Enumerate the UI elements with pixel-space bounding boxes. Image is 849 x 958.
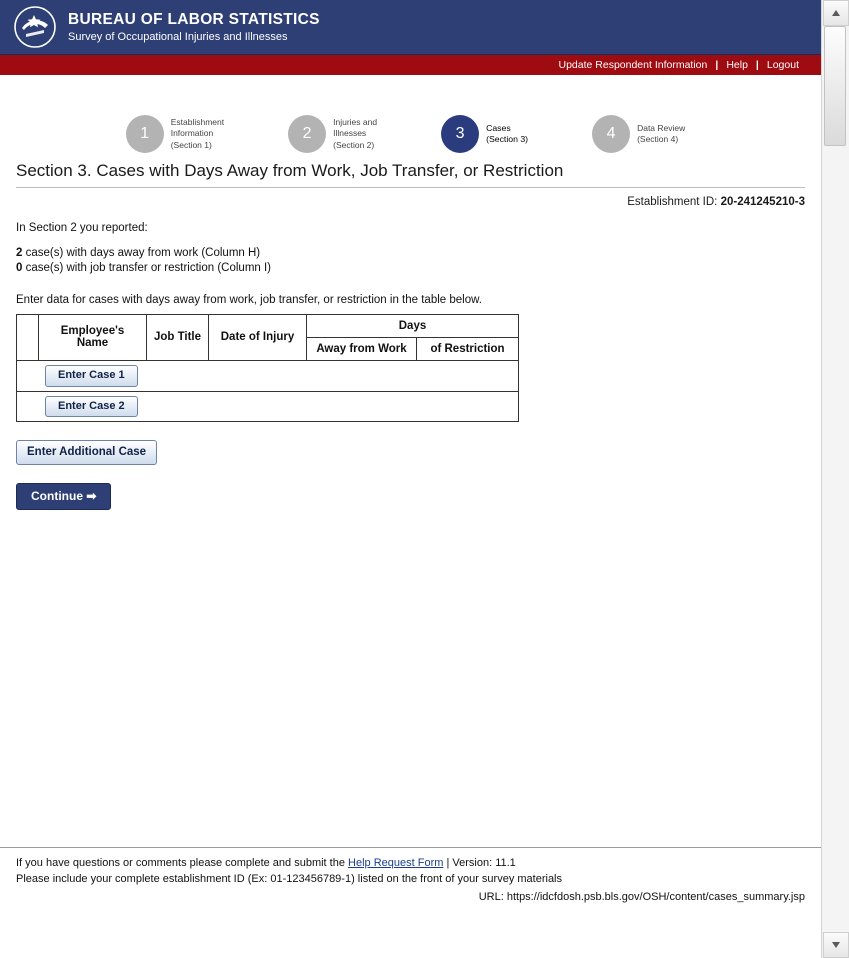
nav-help[interactable]: Help bbox=[726, 59, 748, 71]
nav-logout[interactable]: Logout bbox=[766, 59, 799, 71]
agency-subtitle: Survey of Occupational Injuries and Illnesses bbox=[68, 30, 288, 43]
arrow-up-icon bbox=[832, 10, 840, 16]
footer-version: Version: 11.1 bbox=[452, 856, 516, 869]
agency-title: BUREAU OF LABOR STATISTICS bbox=[68, 10, 320, 28]
reported-job-transfer-text: case(s) with job transfer or restriction (Column I) bbox=[25, 262, 272, 275]
site-header bbox=[0, 0, 821, 55]
step-2-label bbox=[333, 117, 377, 150]
header-marker bbox=[17, 314, 39, 360]
step-3-cases[interactable] bbox=[441, 115, 528, 153]
cases-table-header-row-1 bbox=[17, 314, 519, 337]
step-1-line3: (Section 1) bbox=[170, 139, 212, 150]
establishment-id-row bbox=[16, 188, 805, 210]
footer-line-2: Please include your complete establishment ID (Ex: 01-123456789-1) listed on the front of your survey materials bbox=[16, 872, 563, 885]
reported-job-transfer-line bbox=[16, 261, 805, 275]
help-request-form-link[interactable]: Help Request Form bbox=[348, 856, 444, 869]
step-4-line1: Data Review bbox=[637, 122, 686, 133]
nav-separator-1: | bbox=[715, 59, 719, 71]
enter-case-1-button[interactable]: Enter Case 1 bbox=[45, 365, 138, 387]
bls-eagle-seal-icon bbox=[14, 6, 56, 48]
enter-data-instruction: Enter data for cases with days away from work, job transfer, or restriction in the table below. bbox=[16, 293, 482, 306]
table-row bbox=[17, 391, 519, 422]
step-2-line2: Illnesses bbox=[333, 128, 367, 139]
step-1-number: 1 bbox=[126, 115, 164, 153]
step-3-number: 3 bbox=[441, 115, 479, 153]
site-title-block bbox=[68, 11, 320, 43]
step-2-line3: (Section 2) bbox=[333, 139, 375, 150]
step-4-data-review[interactable] bbox=[592, 115, 685, 153]
vertical-scrollbar[interactable] bbox=[821, 0, 849, 958]
footer-line-1 bbox=[16, 856, 805, 872]
step-1-establishment-information[interactable] bbox=[126, 115, 224, 153]
header-away-from-work: Away from Work bbox=[307, 337, 417, 360]
step-2-injuries-and-illnesses[interactable] bbox=[288, 115, 377, 153]
continue-button[interactable]: Continue ➡ bbox=[16, 483, 111, 510]
step-1-label bbox=[171, 117, 224, 150]
step-1-line2: Information bbox=[170, 128, 214, 139]
case-row-1-cell bbox=[17, 360, 519, 391]
step-4-number: 4 bbox=[592, 115, 630, 153]
cases-table bbox=[16, 314, 519, 423]
step-3-label bbox=[486, 123, 528, 146]
nav-separator-2: | bbox=[755, 59, 759, 71]
header-of-restriction: of Restriction bbox=[417, 337, 519, 360]
header-date-of-injury: Date of Injury bbox=[209, 314, 307, 360]
step-4-line2: (Section 4) bbox=[637, 134, 679, 144]
case-row-2-cell bbox=[17, 391, 519, 422]
header-job-title: Job Title bbox=[147, 314, 209, 360]
establishment-id-value: 20-241245210-3 bbox=[720, 196, 805, 208]
page-footer bbox=[0, 847, 821, 910]
step-1-line1: Establishment bbox=[170, 117, 225, 128]
scroll-up-button[interactable] bbox=[823, 0, 849, 26]
step-3-line1: Cases bbox=[486, 122, 511, 133]
step-4-label bbox=[637, 123, 685, 145]
scrollbar-track[interactable] bbox=[822, 26, 849, 932]
enter-case-2-button[interactable]: Enter Case 2 bbox=[45, 396, 138, 418]
main-content bbox=[0, 75, 821, 910]
page-title: Section 3. Cases with Days Away from Work, Job Transfer, or Restriction bbox=[16, 161, 805, 188]
additional-case-row bbox=[16, 422, 805, 464]
footer-url: URL: https://idcfdosh.psb.bls.gov/OSH/content/cases_summary.jsp bbox=[478, 890, 805, 903]
reported-days-away-count: 2 bbox=[16, 247, 23, 259]
reported-days-away-line bbox=[16, 246, 805, 260]
arrow-down-icon bbox=[832, 942, 840, 948]
step-3-line2: (Section 3) bbox=[486, 134, 529, 144]
continue-row bbox=[16, 465, 805, 510]
reported-days-away-text: case(s) with days away from work (Column H) bbox=[25, 247, 261, 259]
table-row bbox=[17, 360, 519, 391]
reported-intro: In Section 2 you reported: bbox=[16, 222, 148, 234]
enter-additional-case-button[interactable]: Enter Additional Case bbox=[16, 440, 157, 464]
reported-job-transfer-count: 0 bbox=[16, 262, 23, 275]
header-days-group: Days bbox=[307, 314, 519, 337]
progress-stepper bbox=[16, 75, 795, 159]
scrollbar-thumb[interactable] bbox=[824, 26, 846, 146]
footer-separator: | bbox=[446, 856, 450, 869]
step-2-number: 2 bbox=[288, 115, 326, 153]
step-2-line1: Injuries and bbox=[333, 117, 378, 128]
header-employee-name: Employee's Name bbox=[39, 314, 147, 360]
nav-update-respondent-information[interactable]: Update Respondent Information bbox=[558, 59, 708, 71]
utility-nav bbox=[0, 55, 821, 75]
footer-questions-text: If you have questions or comments please complete and submit the bbox=[16, 856, 345, 869]
establishment-id-label: Establishment ID: bbox=[627, 196, 718, 208]
scroll-down-button[interactable] bbox=[823, 932, 849, 958]
